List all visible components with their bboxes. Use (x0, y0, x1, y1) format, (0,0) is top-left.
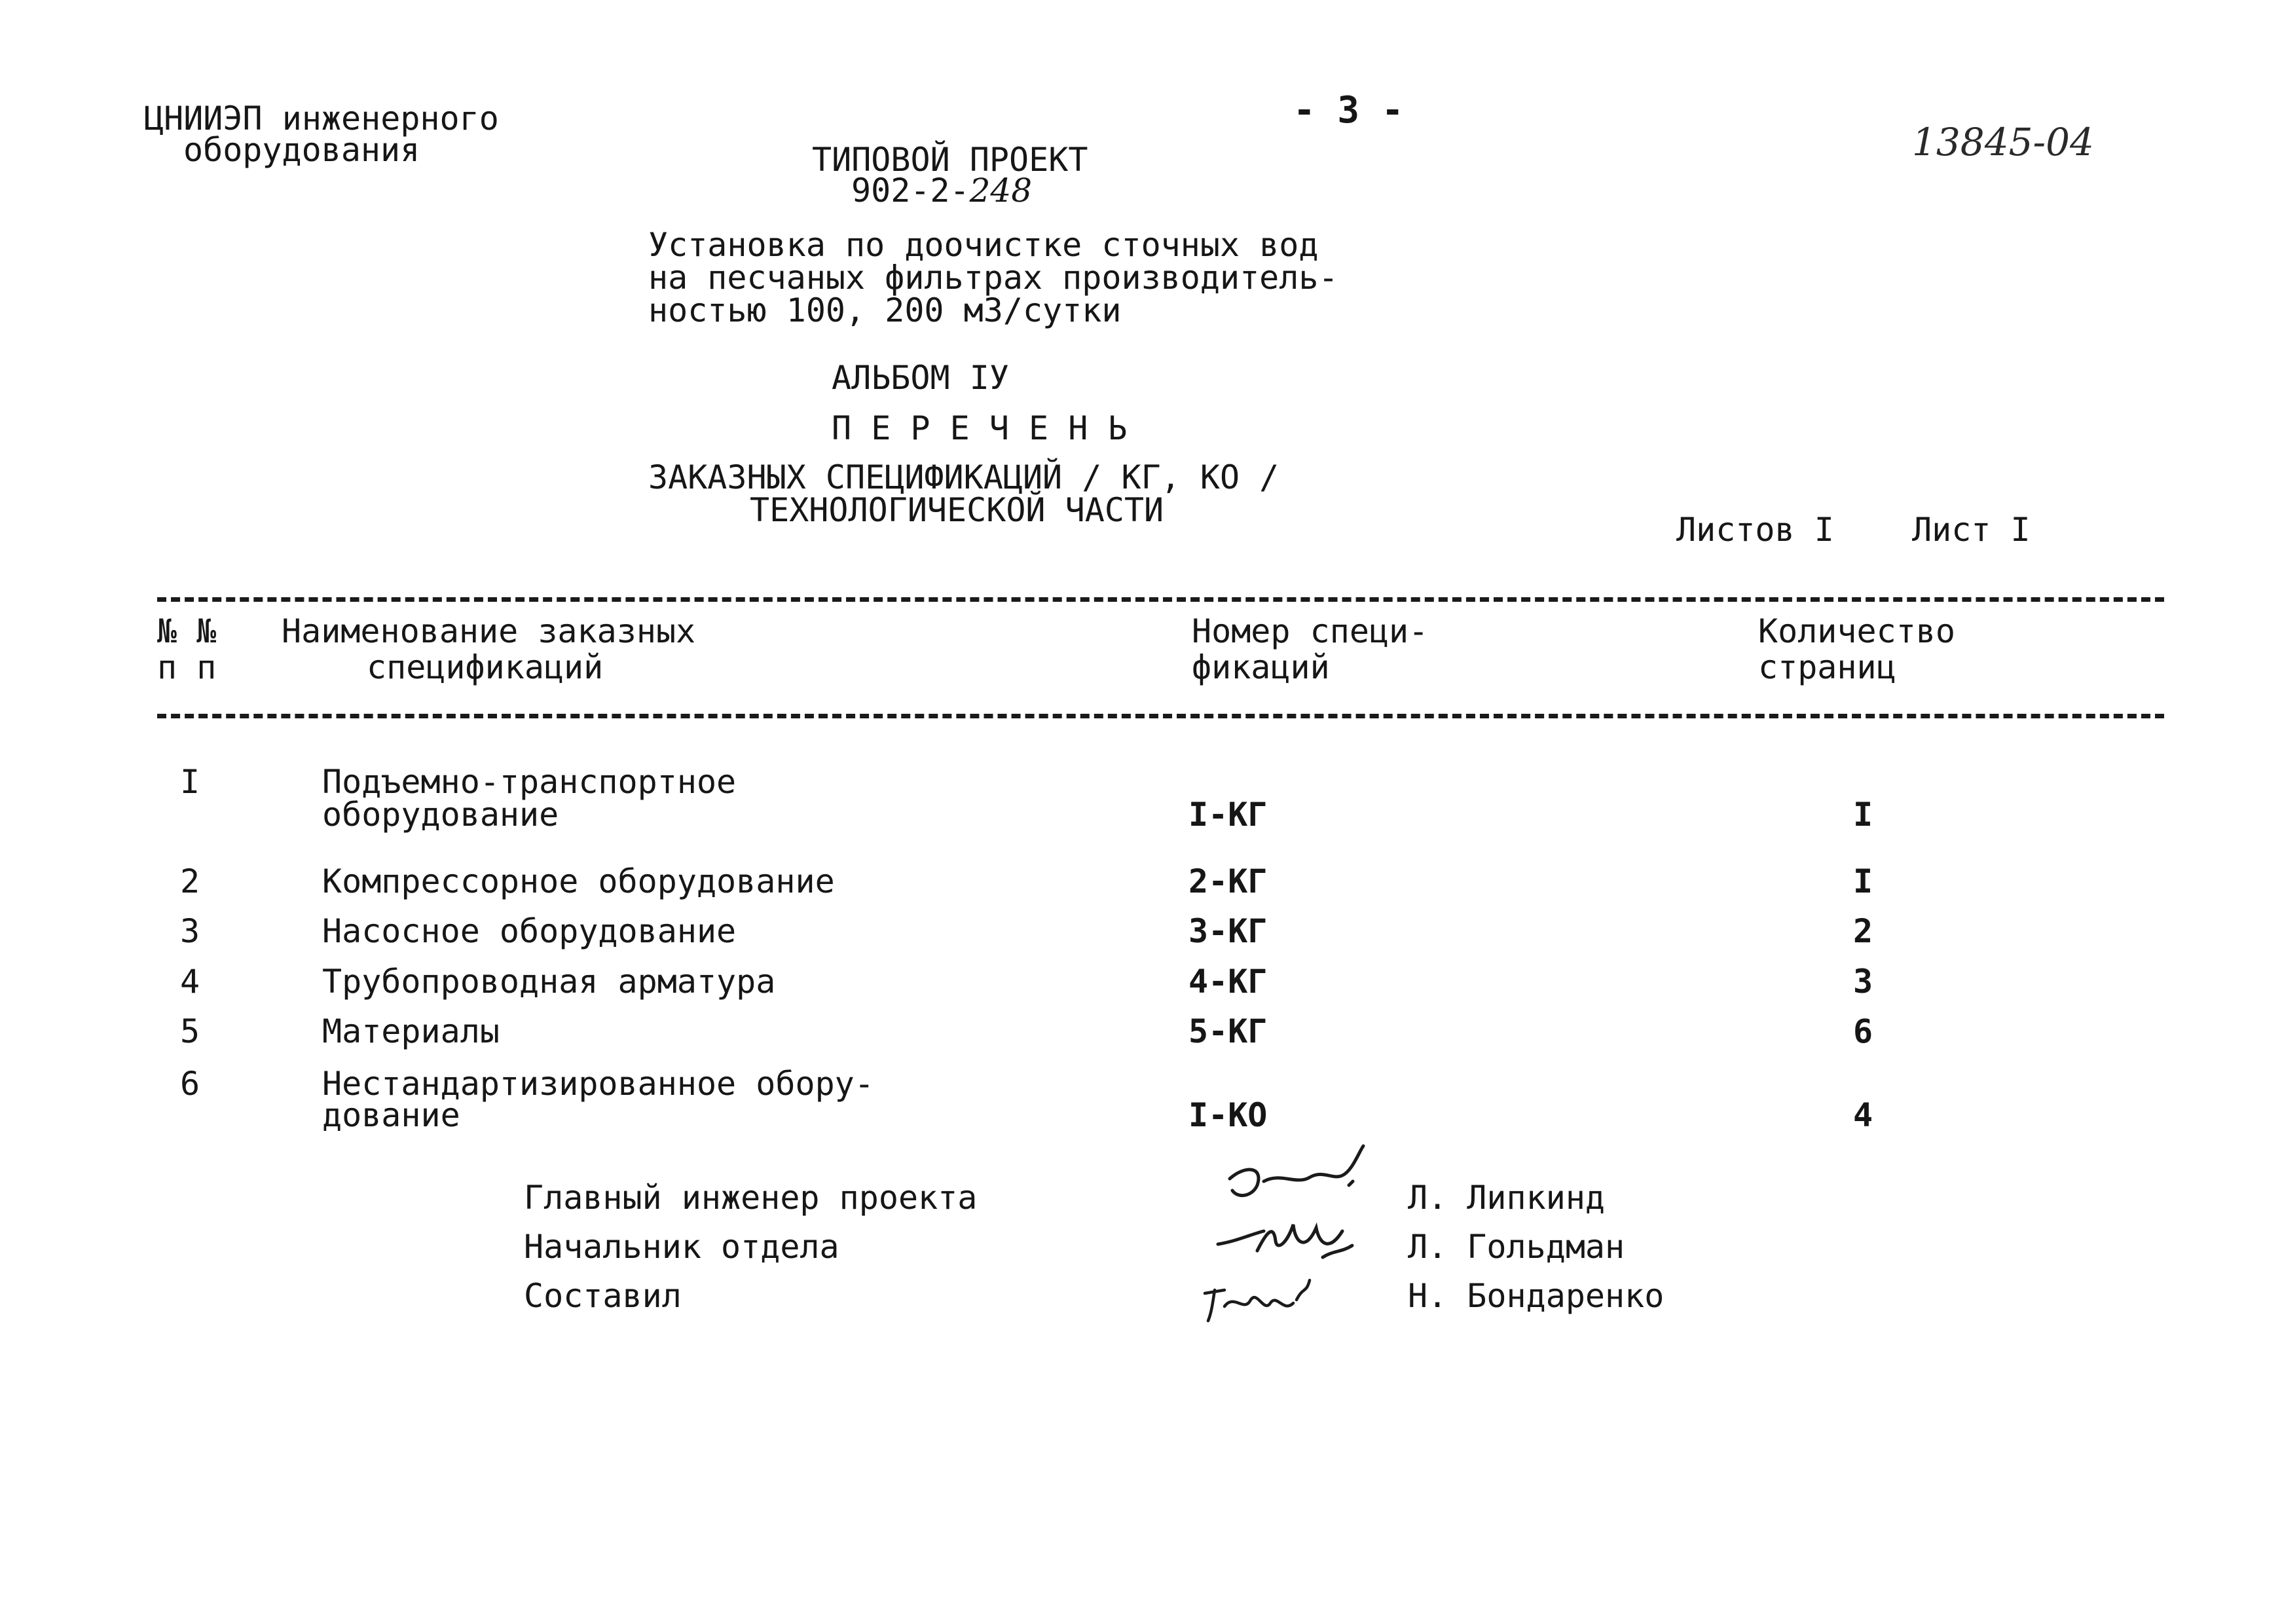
sheet-current: Лист I (1912, 511, 2031, 549)
row-spec-number: 2-КГ (1188, 862, 1268, 900)
row-number: 6 (180, 1065, 200, 1103)
header-page-count: Количество (1758, 612, 1956, 650)
signature-role-compiler: Составил (524, 1277, 682, 1315)
row-page-count: 6 (1853, 1012, 1873, 1050)
row-page-count: I (1853, 796, 1873, 834)
signature-role-department-head: Начальник отдела (524, 1228, 839, 1266)
header-number: № № (157, 612, 217, 650)
row-spec-number: I-КО (1188, 1096, 1268, 1134)
project-description-line2: на песчаных фильтрах производитель- (648, 259, 1338, 297)
header-name-line2: спецификаций (367, 648, 604, 686)
row-name: Трубопроводная арматура (322, 963, 776, 1001)
row-spec-number: 5-КГ (1188, 1012, 1268, 1050)
signature-name-department-head: Л. Гольдман (1408, 1228, 1625, 1266)
row-number: 2 (180, 862, 200, 900)
signature-name-compiler: Н. Бондаренко (1408, 1277, 1665, 1315)
row-spec-number: 3-КГ (1188, 912, 1268, 950)
list-subtitle-line2: ТЕХНОЛОГИЧЕСКОЙ ЧАСТИ (750, 491, 1164, 529)
organization-name: ЦНИИЭП инженерного (144, 100, 499, 138)
sheets-total: Листов I (1676, 511, 1834, 549)
list-title: П Е Р Е Ч Е Н Ь (832, 409, 1128, 447)
project-number-prefix: 902-2- (851, 172, 970, 210)
row-number: I (180, 763, 200, 801)
inventory-number: 13845-04 (1912, 120, 2094, 164)
page-number: - 3 - (1293, 89, 1404, 132)
row-page-count: 4 (1853, 1096, 1873, 1134)
row-name: Насосное оборудование (322, 912, 737, 950)
project-label: ТИПОВОЙ ПРОЕКТ (812, 141, 1088, 179)
row-name: Материалы (322, 1012, 500, 1050)
row-page-count: I (1853, 862, 1873, 900)
project-number (851, 172, 1032, 210)
signature-role-chief-engineer: Главный инженер проекта (524, 1179, 978, 1217)
row-name-line2: дование (322, 1096, 460, 1134)
row-number: 3 (180, 912, 200, 950)
row-number: 5 (180, 1012, 200, 1050)
row-name: Компрессорное оборудование (322, 862, 835, 900)
header-spec-number-line2: фикаций (1192, 648, 1330, 686)
row-name-line2: оборудование (322, 796, 559, 834)
row-number: 4 (180, 963, 200, 1001)
handwritten-signature-2 (1211, 1205, 1369, 1264)
row-page-count: 3 (1853, 963, 1873, 1001)
header-name: Наименование заказных (282, 612, 696, 650)
project-description-line1: Установка по доочистке сточных вод (648, 226, 1319, 264)
row-page-count: 2 (1853, 912, 1873, 950)
header-page-count-line2: страниц (1758, 648, 1896, 686)
project-description-line3: ностью 100, 200 м3/сутки (648, 291, 1122, 329)
project-number-handwritten: 248 (969, 172, 1033, 210)
list-subtitle-line1: ЗАКАЗНЫХ СПЕЦИФИКАЦИЙ / КГ, КО / (648, 458, 1279, 496)
table-top-divider (157, 597, 2164, 602)
row-name: Подъемно-транспортное (322, 763, 737, 801)
row-spec-number: 4-КГ (1188, 963, 1268, 1001)
signature-name-chief-engineer: Л. Липкинд (1408, 1179, 1606, 1217)
row-spec-number: I-КГ (1188, 796, 1268, 834)
handwritten-signature-1 (1218, 1139, 1388, 1211)
header-number-line2: п п (157, 648, 217, 686)
header-spec-number: Номер специ- (1192, 612, 1429, 650)
album-title: АЛЬБОМ IУ (832, 359, 1009, 397)
table-header-divider (157, 714, 2164, 718)
organization-name-line2: оборудования (183, 131, 420, 169)
handwritten-signature-3 (1198, 1267, 1329, 1326)
row-name: Нестандартизированное обору- (322, 1065, 874, 1103)
